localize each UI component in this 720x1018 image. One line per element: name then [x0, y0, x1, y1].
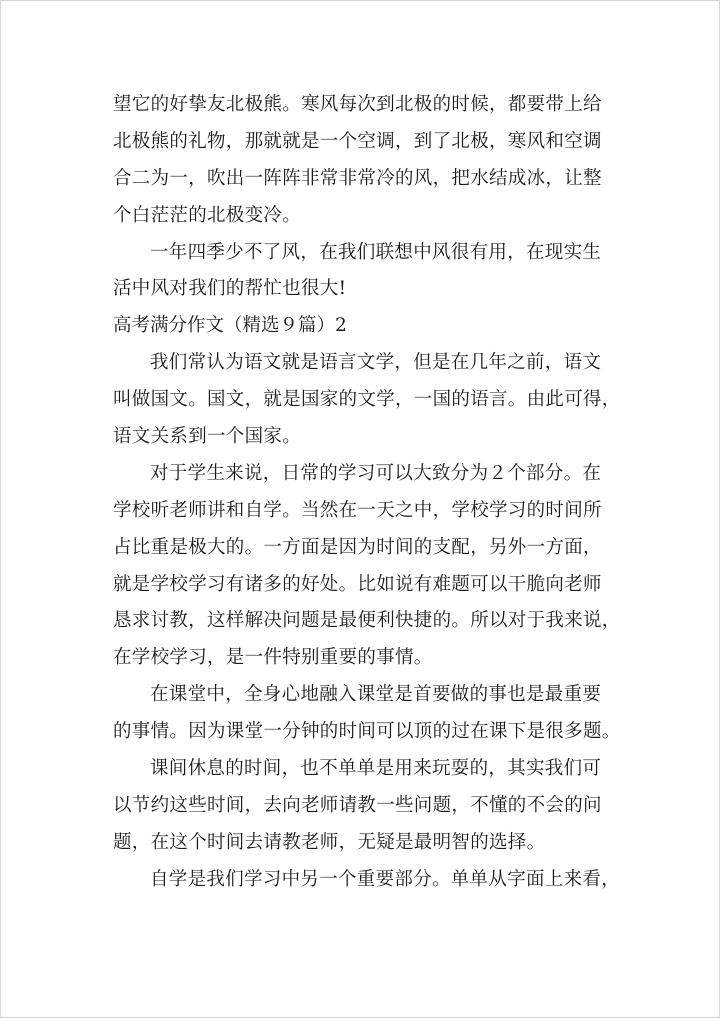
- text-line: 题，在这个时间去请教老师，无疑是最明智的选择。: [113, 831, 546, 853]
- text-line: 在学校学习，是一件特别重要的事情。: [113, 647, 433, 669]
- text-line: 课间休息的时间，也不单单是用来玩耍的，其实我们可: [150, 758, 602, 780]
- text-line: 恳求讨教，这样解决问题是最便利快捷的。所以对于我来说，: [113, 610, 621, 632]
- text-line: 在课堂中，全身心地融入课堂是首要做的事也是最重要: [150, 684, 602, 706]
- text-line: 学校听老师讲和自学。当然在一天之中，学校学习的时间所: [113, 499, 602, 521]
- text-line: 望它的好挚友北极熊。寒风每次到北极的时候，都要带上给: [113, 94, 602, 115]
- document-body: [113, 87, 621, 899]
- text-line: 的事情。因为课堂一分钟的时间可以顶的过在课下是很多题。: [113, 721, 621, 743]
- text-line: 叫做国文。国文，就是国家的文学，一国的语言。由此可得，: [113, 389, 621, 411]
- section-heading: 高考满分作文（精选９篇）2: [113, 315, 347, 337]
- text-line: 一年四季少不了风，在我们联想中风很有用，在现实生: [150, 241, 602, 263]
- text-line: 北极熊的礼物，那就就是一个空调，到了北极，寒风和空调: [113, 130, 602, 152]
- text-line: 我们常认为语文就是语言文学，但是在几年之前，语文: [150, 352, 602, 374]
- text-line: 活中风对我们的帮忙也很大!: [113, 278, 347, 300]
- text-line: 个白茫茫的北极变冷。: [113, 204, 302, 226]
- text-line: 自学是我们学习中另一个重要部分。单单从字面上来看，: [150, 868, 621, 890]
- text-line: 对于学生来说，日常的学习可以大致分为２个部分。在: [150, 462, 602, 484]
- text-line: 以节约这些时间，去向老师请教一些问题，不懂的不会的问: [113, 794, 602, 816]
- text-line: 合二为一，吹出一阵阵非常非常冷的风，把水结成冰，让整: [113, 167, 602, 189]
- text-line: 占比重是极大的。一方面是因为时间的支配，另外一方面，: [113, 536, 602, 558]
- text-line: 语文关系到一个国家。: [113, 426, 302, 448]
- text-line: 就是学校学习有诸多的好处。比如说有难题可以干脆向老师: [113, 573, 602, 595]
